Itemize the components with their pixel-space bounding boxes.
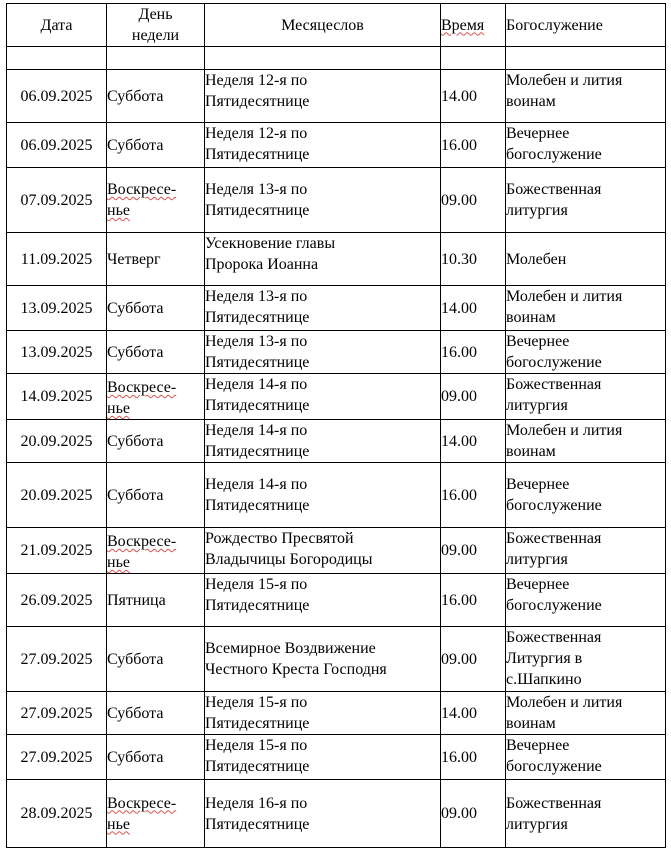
service-line: Вечернее [506,576,570,593]
table-row [7,735,666,780]
calendar-line: Неделя 13-я по [205,333,308,350]
calendar-line: Неделя 15-я по [205,737,308,754]
calendar-line: Честного Креста Господня [205,661,387,678]
day-line: нье [107,815,130,833]
cell-service [506,123,666,168]
calendar-line: Неделя 14-я по [205,376,308,393]
service-line: Литургия в [506,650,583,667]
service-line: Вечернее [506,737,570,754]
calendar-line: Неделя 12-я по [205,72,308,89]
cell-day-of-week [107,70,205,123]
calendar-line: Пятидесятнице [205,497,310,514]
cell-service [506,692,666,735]
cell-date: 28.09.2025 [7,780,107,848]
calendar-line: Пятидесятнице [205,397,310,414]
service-line: Молебен [506,250,567,268]
schedule-body [7,70,666,848]
cell-time: 16.00 [441,735,506,780]
calendar-line: Усекновение главы [205,235,336,252]
cell-service [506,168,666,233]
service-line: Вечернее [506,125,570,142]
calendar-line: Рождество Пресвятой [205,530,354,547]
calendar-line: Неделя 14-я по [205,422,308,439]
cell-calendar [205,780,441,848]
cell-service [506,780,666,848]
day-line: Суббота [107,650,164,668]
header-day-line2: недели [131,27,180,44]
cell-calendar [205,574,441,627]
cell-calendar [205,123,441,168]
cell-service [506,735,666,780]
table-row [7,286,666,331]
cell-date: 13.09.2025 [7,286,107,331]
service-line: богослужение [506,497,602,514]
cell-date: 26.09.2025 [7,574,107,627]
calendar-line: Пятидесятнице [205,146,310,163]
cell-calendar [205,70,441,123]
service-line: Вечернее [506,476,570,493]
cell-date: 06.09.2025 [7,70,107,123]
cell-calendar [205,168,441,233]
cell-calendar [205,286,441,331]
service-line: Божественная [506,629,602,646]
cell-day-of-week [107,735,205,780]
cell-service [506,70,666,123]
cell-service [506,627,666,692]
calendar-line: Неделя 13-я по [205,181,308,198]
service-line: Молебен и лития [506,422,623,439]
cell-service [506,286,666,331]
cell-date: 27.09.2025 [7,627,107,692]
header-day-of-week [107,4,205,47]
calendar-line: Всемирное Воздвижение [205,640,376,657]
cell-date: 27.09.2025 [7,735,107,780]
header-time-text: Время [441,16,485,34]
cell-calendar [205,331,441,374]
header-date: Дата [7,4,107,47]
calendar-line: Неделя 15-я по [205,694,308,711]
cell-time: 09.00 [441,168,506,233]
calendar-line: Неделя 12-я по [205,125,308,142]
cell-day-of-week [107,374,205,420]
service-line: Божественная [506,376,602,393]
cell-time: 09.00 [441,528,506,574]
day-line: нье [107,400,130,417]
calendar-line: Пятидесятнице [205,443,310,460]
day-line: Пятница [107,591,166,609]
cell-day-of-week [107,780,205,848]
cell-date: 06.09.2025 [7,123,107,168]
day-line: Воскресе- [107,794,177,812]
day-line: нье [107,202,130,219]
cell-day-of-week [107,692,205,735]
calendar-line: Пятидесятнице [205,715,310,732]
cell-day-of-week [107,168,205,233]
cell-calendar [205,528,441,574]
cell-time: 16.00 [441,123,506,168]
cell-time: 09.00 [441,627,506,692]
table-row [7,528,666,574]
table-row [7,574,666,627]
service-line: богослужение [506,146,602,163]
service-line: с.Шапкино [506,671,582,688]
table-row [7,123,666,168]
calendar-line: Неделя 14-я по [205,476,308,493]
cell-time: 16.00 [441,463,506,528]
spacer-row [7,47,666,70]
service-line: Молебен и лития [506,72,623,89]
cell-day-of-week [107,463,205,528]
day-line: Суббота [107,136,164,154]
cell-time: 16.00 [441,574,506,627]
day-line: Суббота [107,748,164,766]
cell-calendar [205,627,441,692]
service-line: богослужение [506,597,602,614]
service-line: литургия [506,815,568,833]
cell-calendar [205,420,441,463]
cell-calendar [205,233,441,286]
table-row [7,374,666,420]
calendar-line: Неделя 13-я по [205,288,308,305]
table-row [7,692,666,735]
day-line: Четверг [107,250,161,268]
calendar-line: Пятидесятнице [205,309,310,326]
cell-service [506,331,666,374]
service-line: Божественная [506,530,602,547]
header-day-line1: День [138,6,173,23]
cell-date: 21.09.2025 [7,528,107,574]
cell-time: 09.00 [441,780,506,848]
cell-time: 14.00 [441,692,506,735]
service-line: воинам [506,443,556,460]
cell-date: 14.09.2025 [7,374,107,420]
cell-service [506,374,666,420]
day-line: Суббота [107,704,164,722]
cell-day-of-week [107,420,205,463]
day-line: Воскресе- [107,379,177,396]
day-line: Суббота [107,299,164,317]
cell-calendar [205,692,441,735]
cell-time: 09.00 [441,374,506,420]
cell-day-of-week [107,574,205,627]
cell-day-of-week [107,627,205,692]
service-line: богослужение [506,758,602,775]
day-line: Суббота [107,87,164,105]
cell-time: 16.00 [441,331,506,374]
calendar-line: Неделя 15-я по [205,576,308,593]
cell-service [506,528,666,574]
table-row [7,627,666,692]
service-line: литургия [506,202,568,219]
table-row [7,233,666,286]
cell-calendar [205,735,441,780]
cell-service [506,463,666,528]
service-line: Молебен и лития [506,694,623,711]
service-line: богослужение [506,354,602,371]
calendar-line: Пятидесятнице [205,815,310,833]
cell-time: 14.00 [441,420,506,463]
service-line: Молебен и лития [506,288,623,305]
header-time [441,4,506,47]
header-service: Богослужение [506,4,666,47]
cell-calendar [205,374,441,420]
calendar-line: Пятидесятнице [205,597,310,614]
cell-date: 20.09.2025 [7,420,107,463]
cell-date: 07.09.2025 [7,168,107,233]
table-row [7,463,666,528]
header-calendar: Месяцеслов [205,4,441,47]
table-row [7,331,666,374]
table-row [7,780,666,848]
cell-time: 14.00 [441,286,506,331]
calendar-line: Пророка Иоанна [205,256,319,273]
cell-day-of-week [107,233,205,286]
table-row [7,70,666,123]
cell-date: 27.09.2025 [7,692,107,735]
schedule-table [6,3,666,848]
calendar-line: Пятидесятнице [205,354,310,371]
calendar-line: Неделя 16-я по [205,794,308,812]
table-row [7,420,666,463]
calendar-line: Пятидесятнице [205,202,310,219]
header-row [7,4,666,47]
service-line: воинам [506,93,556,110]
cell-date: 11.09.2025 [7,233,107,286]
cell-day-of-week [107,528,205,574]
cell-service [506,233,666,286]
calendar-line: Пятидесятнице [205,93,310,110]
service-line: воинам [506,715,556,732]
cell-service [506,574,666,627]
service-line: Божественная [506,794,602,812]
service-line: литургия [506,551,568,568]
day-line: Суббота [107,343,164,361]
cell-day-of-week [107,123,205,168]
cell-day-of-week [107,331,205,374]
day-line: Суббота [107,432,164,450]
calendar-line: Владычицы Богородицы [205,551,373,568]
cell-day-of-week [107,286,205,331]
service-line: литургия [506,397,568,414]
cell-calendar [205,463,441,528]
cell-time: 14.00 [441,70,506,123]
day-line: Воскресе- [107,181,177,198]
day-line: Воскресе- [107,533,177,550]
cell-time: 10.30 [441,233,506,286]
service-line: воинам [506,309,556,326]
cell-date: 13.09.2025 [7,331,107,374]
cell-date: 20.09.2025 [7,463,107,528]
service-line: Божественная [506,181,602,198]
calendar-line: Пятидесятнице [205,758,310,775]
day-line: Суббота [107,486,164,504]
day-line: нье [107,554,130,571]
cell-service [506,420,666,463]
service-line: Вечернее [506,333,570,350]
table-row [7,168,666,233]
